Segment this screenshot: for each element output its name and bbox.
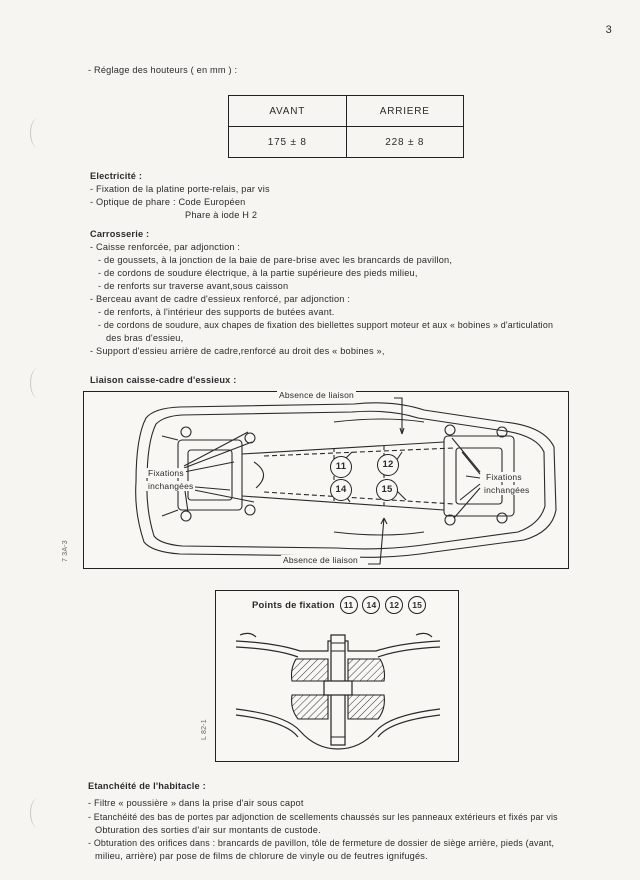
table-value-avant: 175 ± 8 bbox=[229, 127, 347, 158]
absence-label-top: Absence de liaison bbox=[279, 390, 354, 400]
carrosserie-line: - de renforts sur traverse avant,sous caisson bbox=[98, 281, 289, 291]
electricite-line: - Optique de phare : Code Européen bbox=[90, 197, 246, 207]
fixation-point-12: 12 bbox=[377, 454, 399, 476]
etancheite-line: - Obturation des orifices dans : brancards de pavillon, tôle de fermeture de dossier de siège arrière, pieds (avant, bbox=[88, 838, 555, 848]
fixation-point-14: 14 bbox=[330, 479, 352, 501]
fixations-left-label-1: Fixations bbox=[148, 468, 184, 478]
etancheite-line: milieu, arrière) par pose de films de chlorure de vinyle ou de feutres ignifugés. bbox=[95, 851, 428, 861]
table-row bbox=[229, 96, 464, 127]
fixation-cross-section-drawing bbox=[216, 591, 460, 763]
fixation-detail-figure bbox=[215, 590, 459, 762]
table-value-arriere: 228 ± 8 bbox=[346, 127, 464, 158]
electricite-heading: Electricité : bbox=[90, 171, 143, 181]
side-reference-1: 7 3A-3 bbox=[62, 540, 69, 562]
carrosserie-line: - Caisse renforcée, par adjonction : bbox=[90, 242, 241, 252]
carrosserie-line: des bras d'essieu, bbox=[106, 333, 184, 343]
carrosserie-line: - Support d'essieu arrière de cadre,renforcé au droit des « bobines », bbox=[90, 346, 385, 356]
electricite-line: Phare à iode H 2 bbox=[185, 210, 258, 220]
carrosserie-line: - de renforts, à l'intérieur des supports de butées avant. bbox=[98, 307, 335, 317]
electricite-line: - Fixation de la platine porte-relais, par vis bbox=[90, 184, 270, 194]
detail-point-11: 11 bbox=[340, 596, 358, 614]
carrosserie-line: - de cordons de soudure, aux chapes de fixation des biellettes support moteur et aux « bobines » d'articulation bbox=[98, 320, 554, 330]
heights-table bbox=[228, 95, 464, 158]
fixation-point-11: 11 bbox=[330, 456, 352, 478]
carrosserie-line: - de cordons de soudure électrique, à la partie supérieure des pieds milieu, bbox=[98, 268, 418, 278]
fixation-point-15: 15 bbox=[376, 479, 398, 501]
table-row bbox=[229, 127, 464, 158]
detail-point-12: 12 bbox=[385, 596, 403, 614]
etancheite-line: - Etanchéité des bas de portes par adjonction de scellements chaussés sur les panneaux extérieurs et fixés par vis bbox=[88, 812, 558, 822]
liaison-heading: Liaison caisse-cadre d'essieux : bbox=[90, 375, 237, 385]
absence-label-bottom: Absence de liaison bbox=[283, 555, 358, 565]
punch-hole-mark bbox=[30, 798, 46, 828]
punch-hole-mark bbox=[30, 118, 46, 148]
table-header-arriere: ARRIERE bbox=[346, 96, 464, 127]
side-reference-2: L 82-1 bbox=[201, 719, 208, 740]
page-number: 3 bbox=[605, 24, 612, 36]
fixation-detail-title: Points de fixation bbox=[252, 600, 335, 611]
reglage-heading: - Réglage des houteurs ( en mm ) : bbox=[88, 65, 238, 75]
carrosserie-line: - de goussets, à la jonction de la baie de pare-brise avec les brancards de pavillon, bbox=[98, 255, 453, 265]
etancheite-line: Obturation des sorties d'air sur montants de custode. bbox=[95, 825, 321, 835]
fixations-right-label-1: Fixations bbox=[486, 472, 522, 482]
carrosserie-heading: Carrosserie : bbox=[90, 229, 150, 239]
etancheite-heading: Etanchéité de l'habitacle : bbox=[88, 781, 206, 791]
punch-hole-mark bbox=[30, 368, 46, 398]
table-header-avant: AVANT bbox=[229, 96, 347, 127]
detail-point-15: 15 bbox=[408, 596, 426, 614]
fixations-left-label-2: inchangées bbox=[148, 481, 194, 491]
chassis-plan-figure bbox=[83, 391, 569, 569]
fixations-right-label-2: inchangées bbox=[484, 485, 530, 495]
carrosserie-line: - Berceau avant de cadre d'essieux renforcé, par adjonction : bbox=[90, 294, 351, 304]
etancheite-line: - Filtre « poussière » dans la prise d'air sous capot bbox=[88, 798, 304, 808]
detail-point-14: 14 bbox=[362, 596, 380, 614]
